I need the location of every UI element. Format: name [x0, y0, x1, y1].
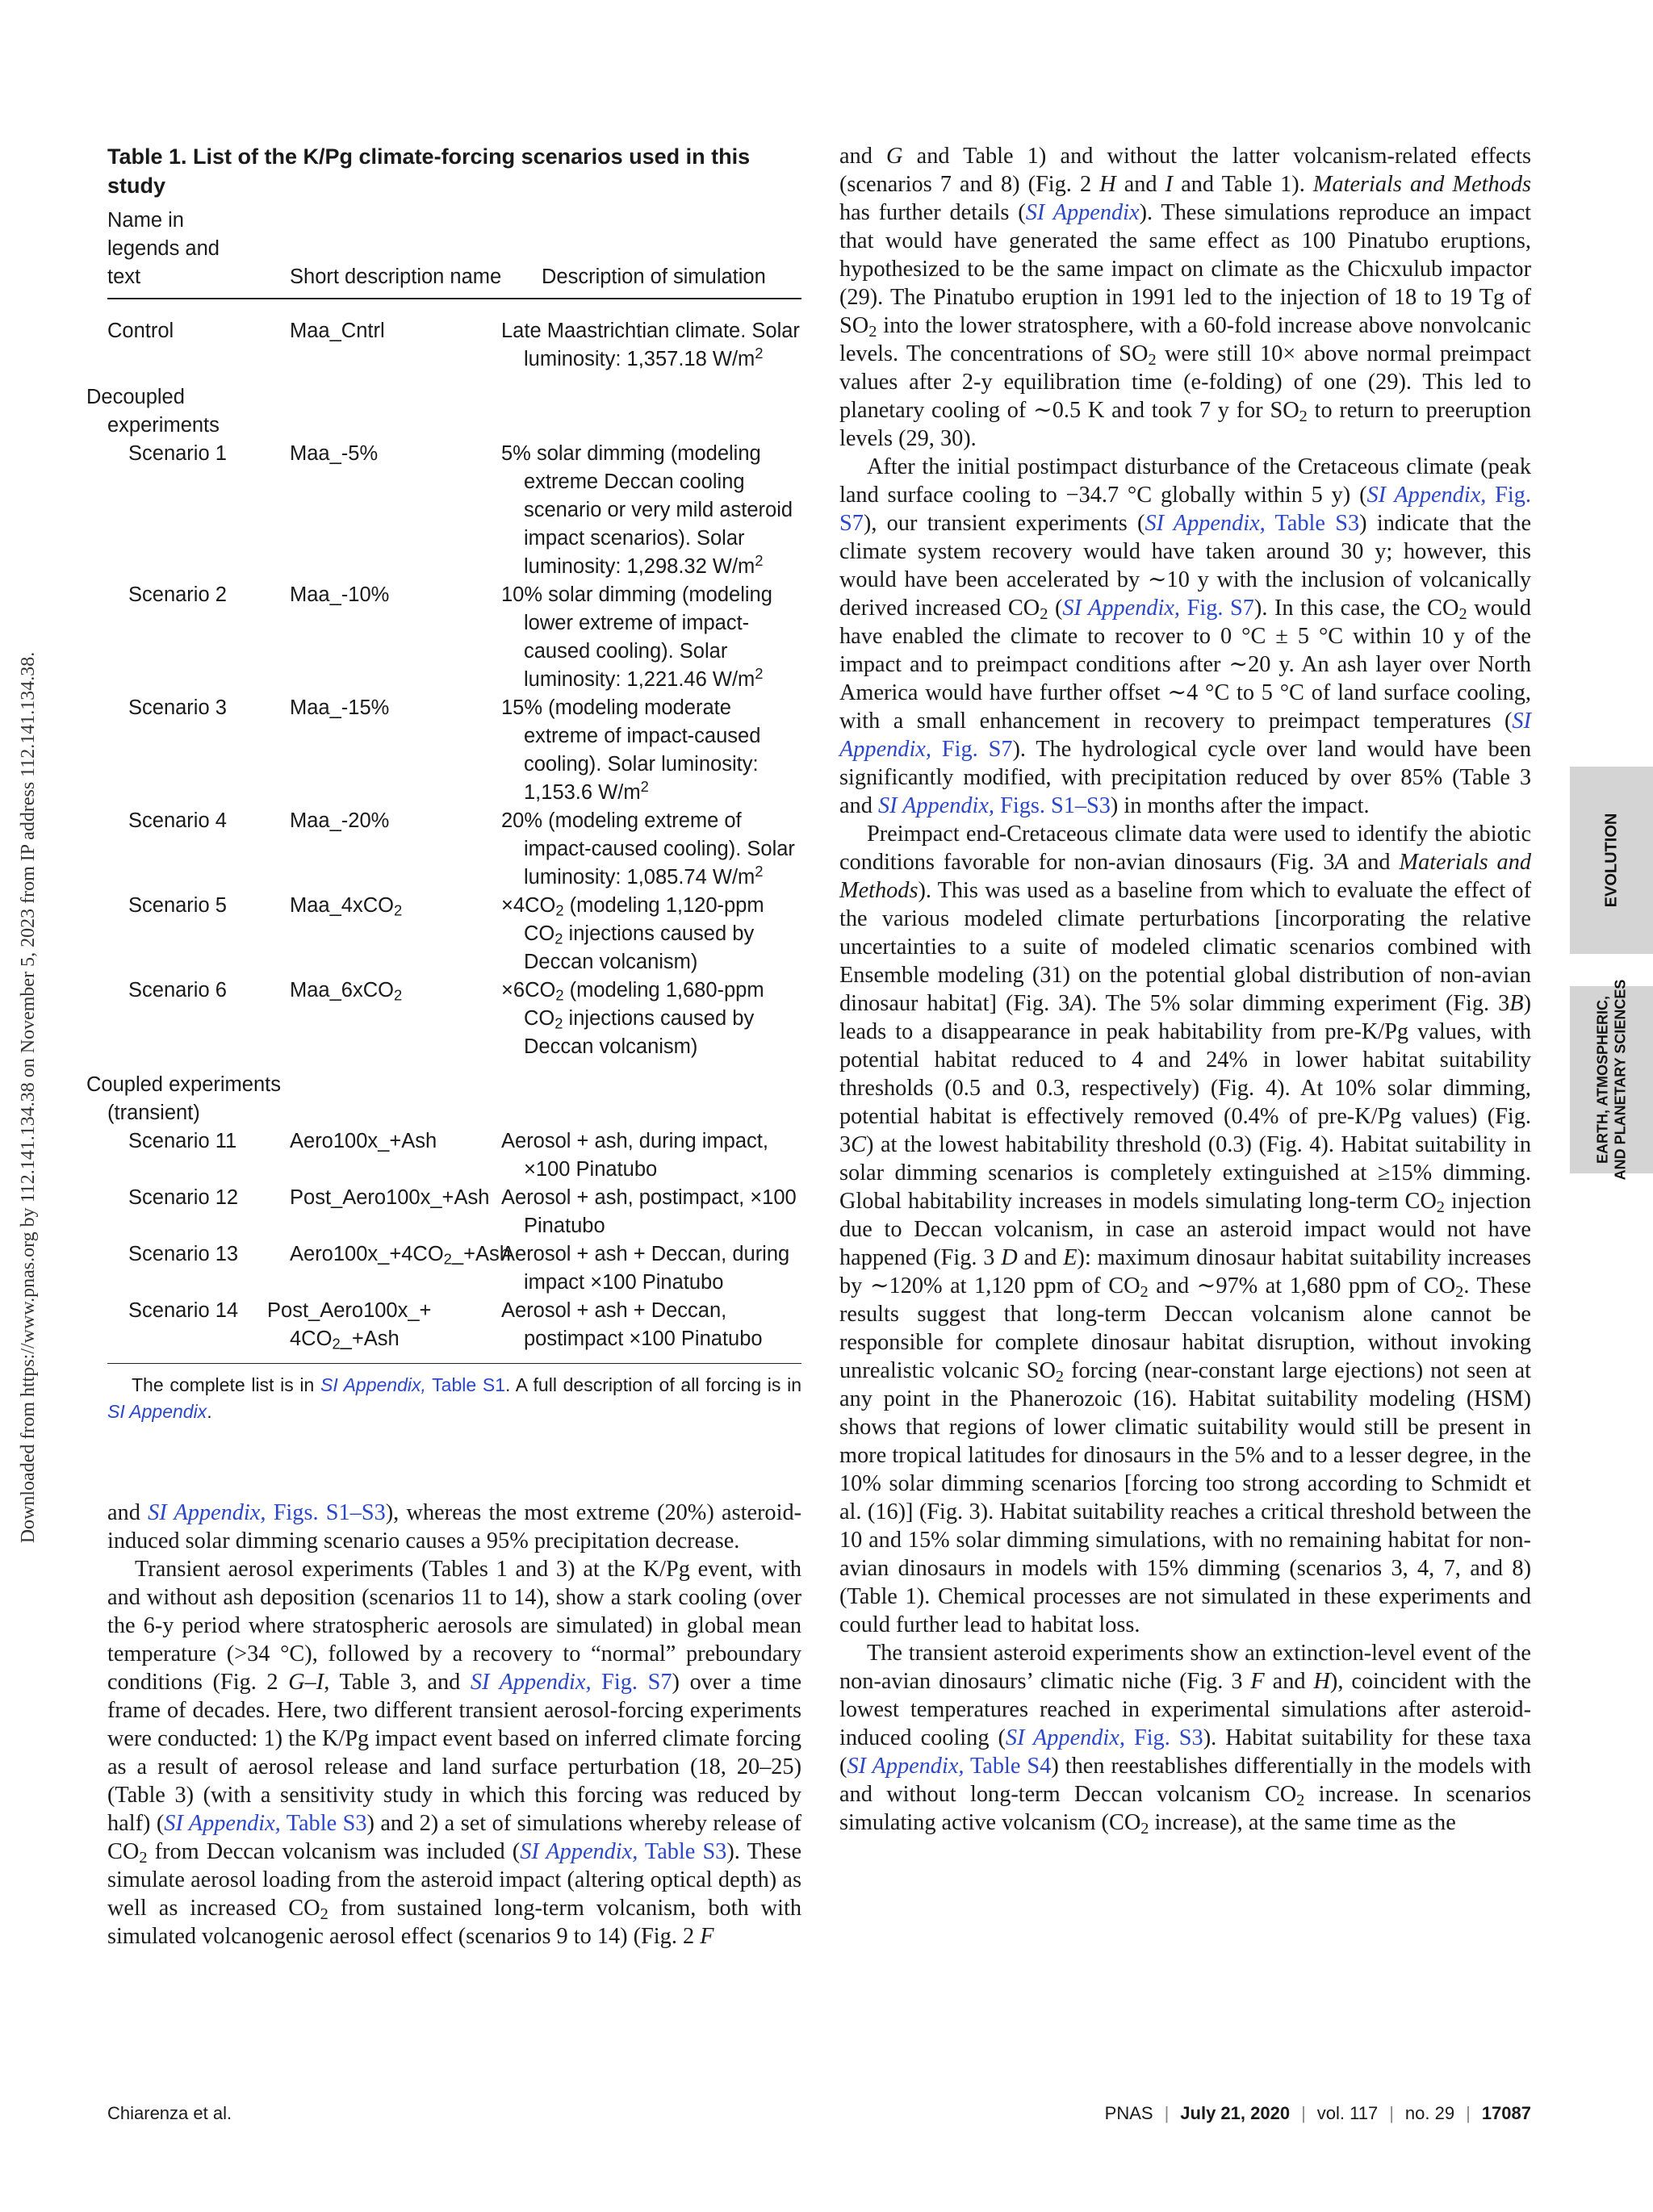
- row-name: Scenario 5: [128, 894, 227, 917]
- row-name: Scenario 1: [128, 442, 227, 465]
- row-desc: [501, 807, 801, 892]
- scenario-table: [86, 207, 801, 1364]
- short-text: Aero100x_+4CO: [290, 1243, 444, 1265]
- table-link[interactable]: Table S3: [280, 1811, 367, 1836]
- tab-earth-planetary-sciences: [1570, 979, 1653, 1181]
- text-run: has further details (: [839, 200, 1026, 225]
- footer-page-number: 17087: [1481, 2103, 1531, 2123]
- text-run: ). In this case, the CO: [1253, 596, 1459, 621]
- si-appendix-link[interactable]: SI Appendix,: [1062, 596, 1180, 621]
- text-run: and: [107, 1500, 149, 1525]
- text-italic: G–I: [288, 1670, 324, 1695]
- row-short: Maa_-5%: [290, 442, 379, 465]
- text-sub: 2: [868, 323, 877, 341]
- footnote-text: The complete list is in: [132, 1374, 321, 1395]
- footnote-text: . A full description of all forcing is in: [504, 1374, 802, 1395]
- short-text: _+Ash: [340, 1328, 400, 1350]
- si-appendix-link[interactable]: SI Appendix,: [1145, 511, 1266, 536]
- desc-text: 20% (modeling extreme of impact-caused cooling). Solar luminosity: 1,085.74 W/m: [501, 809, 795, 889]
- figure-link[interactable]: Fig. S3: [1124, 1725, 1203, 1750]
- row-name: Scenario 2: [128, 583, 227, 606]
- si-appendix-link[interactable]: SI Appendix,: [839, 709, 1531, 762]
- text-run: , Table 3, and: [324, 1670, 471, 1695]
- text-run: . These results suggest that long-term Deccan volcanism alone cannot be responsible for complete dinosaur habitat disruption, without invoking unrealistic volcanic SO: [839, 1273, 1532, 1383]
- group-label: Coupled experiments (transient): [86, 1073, 281, 1124]
- table-1: [86, 142, 802, 1425]
- desc-text: injections caused by Deccan volcanism): [524, 922, 755, 973]
- tab-evolution: [1570, 767, 1653, 954]
- text-italic: H: [1313, 1669, 1330, 1694]
- text-sub: 2: [1436, 1198, 1445, 1217]
- table-row: [107, 299, 801, 374]
- text-run: ). This was used as a baseline from which to evaluate the effect of the various modeled climate perturbations [incorporating the relative uncertainties to a suite of modeled climatic scenarios combined with Ensemble modeling (31) on the potential global distribution of non-avian dinosaur habitat] (Fig. 3: [839, 878, 1531, 1016]
- desc-text: 5% solar dimming (modeling extreme Deccan cooling scenario or very mild asteroid impact scenarios). Solar luminosity: 1,298.32 W/m: [501, 442, 793, 578]
- row-short: [290, 976, 524, 1061]
- si-appendix-link[interactable]: SI Appendix,: [1005, 1725, 1125, 1750]
- text-run: Preimpact end-Cretaceous climate data were used to identify the abiotic conditions favorable for non-avian dinosaurs (Fig. 3: [839, 822, 1531, 875]
- paragraph: [839, 820, 1531, 1639]
- row-short: Maa_Cntrl: [290, 320, 385, 342]
- short-text: _+Ash: [451, 1243, 511, 1265]
- footer-author: Chiarenza et al.: [107, 2103, 232, 2123]
- row-short: [290, 1240, 524, 1297]
- text-italic: F: [700, 1924, 714, 1949]
- text-run: ) indicate that the climate system recovery would have taken around 30 y; however, this would have been accelerated by ∼10 y with the inclusion of volcanically derived increased CO: [839, 511, 1531, 621]
- text-run: ): maximum dinosaur habitat suitability increases by ∼120% at 1,120 ppm of CO: [839, 1245, 1531, 1298]
- text-sub: 2: [1140, 1820, 1149, 1838]
- row-desc: [501, 440, 801, 581]
- paragraph: [839, 453, 1531, 820]
- table-link[interactable]: Table S4: [964, 1754, 1052, 1779]
- text-run: forcing (near-constant large ejections) not seen at any point in the Phanerozoic (16). Habitat suitability modeling (HSM) shows that regions of lower climatic suitability would still be present in more tropical latitudes for dinosaurs in the 5% and to a lesser degree, in the 10% solar dimming scenarios [forcing too strong according to Schmidt et al. (16)] (Fig. 3). Habitat suitability reaches a critical threshold between the 10 and 15% solar dimming simulations, with no remaining habitat for non-avian dinosaurs in models with 15% dimming (scenarios 3, 4, 7, and 8) (Table 1). Chemical processes are not simulated in these experiments and could further lead to habitat loss.: [839, 1358, 1531, 1637]
- text-run: ) then reestablishes differentially in the models with and without long-term Deccan volcanism CO: [839, 1754, 1531, 1807]
- download-side-note: [18, 651, 50, 1544]
- row-desc: Aerosol + ash + Deccan, during impact ×100 Pinatubo: [501, 1243, 790, 1294]
- row-name: Scenario 3: [128, 696, 227, 719]
- text-run: from Deccan volcanism was included (: [147, 1839, 521, 1864]
- text-run: After the initial postimpact disturbance of the Cretaceous climate (peak land surface cooling to −34.7 °C globally within 5 y) (: [839, 454, 1531, 508]
- text-run: ), our transient experiments (: [863, 511, 1145, 536]
- table-row: [107, 976, 801, 1061]
- row-desc: [501, 976, 801, 1061]
- text-italic: F: [1250, 1669, 1265, 1694]
- text-run: would have enabled the climate to recover to 0 °C ± 5 °C within 10 y of the impact and to preimpact conditions after ∼20 y. An ash layer over North America would have further offset ∼4 °C to 5 °C of land surface cooling, with a small enhancement in recovery to preimpact temperatures (: [839, 596, 1532, 734]
- row-name: Scenario 13: [128, 1243, 239, 1265]
- text-run: and: [839, 144, 887, 169]
- row-short: [267, 1297, 524, 1364]
- table-group-row: [107, 374, 801, 440]
- si-appendix-link[interactable]: SI Appendix: [1025, 200, 1140, 225]
- desc-text: ×4CO: [501, 894, 556, 917]
- footnote-text: .: [207, 1401, 212, 1422]
- desc-text: Late Maastrichtian climate. Solar luminosity: 1,357.18 W/m: [501, 320, 800, 370]
- paragraph: [107, 1555, 801, 1951]
- desc-sub: 2: [555, 901, 564, 919]
- si-appendix-link[interactable]: SI Appendix: [107, 1401, 207, 1422]
- si-appendix-link[interactable]: SI Appendix,: [1366, 483, 1487, 508]
- text-run: injection due to Deccan volcanism, in case an asteroid impact would not have happened (Fig. 3: [839, 1189, 1531, 1270]
- tab-earth-line1: EARTH, ATMOSPHERIC,: [1594, 995, 1611, 1165]
- text-run: ). The hydrological cycle over land would have been significantly modified, with precipitation reduced by over 85% (Table 3 and: [839, 737, 1531, 818]
- text-run: Transient aerosol experiments (Tables 1 and 3) at the K/Pg event, with and without ash deposition (scenarios 11 to 14), show a stark cooling (over the 6-y period where stratospheric aerosols are simulated) in global mean temperature (>34 °C), followed by a recovery to “normal” preboundary conditions (Fig. 2: [107, 1557, 801, 1695]
- table-row: [107, 1297, 801, 1364]
- desc-text: 10% solar dimming (modeling lower extreme of impact-caused cooling). Solar luminosity: 1,221.46 W/m: [501, 583, 772, 691]
- paragraph: [839, 142, 1531, 453]
- si-appendix-link[interactable]: SI Appendix,: [520, 1839, 638, 1864]
- text-run: ) and 2) a set of simulations whereby release of CO: [107, 1811, 801, 1864]
- footer-volume: vol. 117: [1316, 2103, 1379, 2123]
- text-run: ) leads to a disappearance in peak habitability from pre-K/Pg values, with potential habitat reduced to 4 and 24% in lower habitat suitability thresholds (0.5 and 0.3, respectively) (Fig. 4). At 10% solar dimming, potential habitat is effectively removed (0.4% of pre-K/Pg values) (Fig. 3: [839, 991, 1531, 1157]
- text-italic: Materials and Methods: [839, 850, 1531, 903]
- desc-text: injections caused by Deccan volcanism): [524, 1007, 755, 1058]
- text-italic: Materials and Methods: [1312, 172, 1531, 197]
- text-italic: B: [1509, 991, 1524, 1016]
- footer-issue: no. 29: [1404, 2103, 1455, 2123]
- footer-date: July 21, 2020: [1180, 2103, 1291, 2123]
- text-run: ). The 5% solar dimming experiment (Fig. 3: [1083, 991, 1510, 1016]
- row-short: Maa_-15%: [290, 696, 390, 719]
- table-row: [107, 581, 801, 694]
- text-italic: E: [1063, 1245, 1078, 1270]
- text-sub: 2: [1455, 1283, 1464, 1302]
- desc-sup: 2: [755, 551, 764, 569]
- row-desc: [501, 892, 801, 976]
- table-footnote: [107, 1372, 801, 1425]
- table-header-row: [107, 207, 801, 299]
- si-appendix-link[interactable]: SI Appendix,: [847, 1754, 965, 1779]
- tab-earth-label: [1594, 980, 1630, 1181]
- text-sub: 2: [1299, 408, 1308, 426]
- text-sub: 2: [139, 1849, 148, 1867]
- text-run: and: [1017, 1245, 1064, 1270]
- text-sub: 2: [1458, 605, 1467, 624]
- figure-link[interactable]: Fig. S7: [931, 737, 1013, 762]
- table-row: [107, 807, 801, 892]
- right-column-text: [839, 142, 1531, 1837]
- si-appendix-link[interactable]: SI Appendix,: [320, 1374, 426, 1395]
- table-group-row: [107, 1061, 801, 1127]
- text-sub: 2: [1055, 1368, 1065, 1386]
- text-run: ) over a time frame of decades. Here, two different transient aerosol-forcing experiments were conducted: 1) the K/Pg impact event based on inferred climate forcing as a result of aerosol release and land surface perturbation (18, 20–25) (Table 3) (with a sensitivity study in which this forcing was reduced by half) (: [107, 1670, 802, 1836]
- figure-link[interactable]: Fig. S7: [1180, 596, 1254, 621]
- row-short: Aero100x_+Ash: [290, 1130, 437, 1152]
- desc-text: (modeling 1,680-ppm CO: [524, 979, 764, 1030]
- row-desc: Aerosol + ash + Deccan, postimpact ×100 Pinatubo: [524, 1297, 801, 1364]
- text-sub: 2: [320, 1905, 329, 1924]
- desc-text: (modeling 1,120-ppm CO: [524, 894, 764, 945]
- short-sub: 2: [332, 1335, 341, 1353]
- row-name: Scenario 6: [128, 979, 227, 1001]
- desc-sup: 2: [640, 777, 649, 795]
- row-short: Maa_-20%: [290, 809, 390, 832]
- left-column-text: [107, 1499, 801, 1951]
- row-name: Scenario 12: [128, 1186, 239, 1209]
- text-run: into the lower stratosphere, with a 60-fold increase above nonvolcanic levels. The concentrations of SO: [839, 313, 1531, 366]
- text-run: from sustained long-term volcanism, both with simulated volcanogenic aerosol effect (scenarios 9 to 14) (Fig. 2: [107, 1896, 801, 1949]
- desc-text: ×6CO: [501, 979, 556, 1001]
- text-italic: D: [1001, 1245, 1018, 1270]
- row-desc: Aerosol + ash, during impact, ×100 Pinatubo: [501, 1130, 768, 1181]
- text-run: increase), at the same time as the: [1149, 1810, 1456, 1835]
- text-run: ), coincident with the lowest temperatures reached in experimental simulations after asteroid-induced cooling (: [839, 1669, 1531, 1750]
- desc-sub: 2: [555, 986, 564, 1004]
- row-desc: [501, 694, 801, 807]
- text-run: ). Habitat suitability for these taxa (: [839, 1725, 1532, 1779]
- table-row: [107, 892, 801, 976]
- si-appendix-link[interactable]: SI Appendix,: [164, 1811, 281, 1836]
- desc-text: 15% (modeling moderate extreme of impact-caused cooling). Solar luminosity: 1,153.6 W/m: [501, 696, 761, 804]
- figure-link[interactable]: Figs. S1–S3: [266, 1500, 386, 1525]
- table-row: [107, 440, 801, 581]
- footer-citation: PNAS | July 21, 2020 | vol. 117 | no. 29 | 17087: [1104, 2103, 1531, 2123]
- si-appendix-link[interactable]: SI Appendix,: [877, 793, 995, 818]
- desc-sup: 2: [755, 664, 764, 682]
- text-run: and: [1115, 172, 1165, 197]
- figure-link[interactable]: Figs. S1–S3: [994, 793, 1111, 818]
- text-sub: 2: [1140, 1283, 1149, 1302]
- row-short: Maa_-10%: [290, 583, 390, 606]
- header-short: Short description name: [290, 207, 524, 299]
- row-name: Scenario 11: [128, 1130, 237, 1152]
- desc-sup: 2: [755, 862, 764, 880]
- paragraph: [839, 1639, 1531, 1837]
- table-link[interactable]: Table S3: [1265, 511, 1360, 536]
- tab-earth-line2: AND PLANETARY SCIENCES: [1612, 979, 1629, 1181]
- text-run: ). These simulate aerosol loading from the asteroid impact (altering optical depth) as well as increased CO: [107, 1839, 802, 1921]
- text-italic: H: [1099, 172, 1116, 197]
- figure-link[interactable]: Fig. S7: [591, 1670, 672, 1695]
- short-sub: 2: [443, 1250, 452, 1268]
- download-note-text: Downloaded from https://www.pnas.org by 112.141.134.38 on November 5, 2023 from IP address 112.141.134.38.: [18, 651, 39, 1544]
- text-sub: 2: [1296, 1792, 1305, 1810]
- text-run: ) at the lowest habitability threshold (0.3) (Fig. 4). Habitat suitability in solar dimming scenarios is completely extinguished at ≥15% dimming. Global habitability increases in models simulating long-term CO: [839, 1132, 1531, 1214]
- table-row: [107, 694, 801, 807]
- short-sub: 2: [393, 901, 403, 919]
- table-link[interactable]: Table S3: [638, 1839, 727, 1864]
- row-desc: Aerosol + ash, postimpact, ×100 Pinatubo: [501, 1186, 797, 1237]
- text-italic: I: [1165, 172, 1174, 197]
- table-row: [107, 1184, 801, 1240]
- row-name: Control: [107, 320, 174, 342]
- si-appendix-link[interactable]: SI Appendix,: [470, 1670, 592, 1695]
- header-name: Name in legends and text: [107, 207, 290, 299]
- figure-link[interactable]: Fig. S7: [839, 483, 1531, 536]
- row-name: Scenario 14: [107, 1297, 290, 1364]
- footer-journal: PNAS: [1104, 2103, 1153, 2123]
- group-label: Decoupled experiments: [86, 386, 220, 437]
- short-text: Maa_4xCO: [290, 894, 394, 917]
- text-italic: C: [851, 1132, 867, 1157]
- text-run: were still 10× above normal preimpact values after 2-y equilibration time (e-folding) of one (29). This led to planetary cooling of ∼0.5 K and took 7 y for SO: [839, 341, 1531, 423]
- text-run: ) in months after the impact.: [1110, 793, 1370, 818]
- paragraph: [107, 1499, 801, 1555]
- row-name: Scenario 4: [128, 809, 227, 832]
- table-row: [107, 1127, 801, 1184]
- text-run: and: [1348, 850, 1400, 875]
- text-run: to return to preeruption levels (29, 30).: [839, 398, 1531, 451]
- table-row: [107, 1240, 801, 1297]
- text-sub: 2: [1040, 605, 1048, 624]
- text-run: (: [1048, 596, 1063, 621]
- row-desc: [501, 581, 801, 694]
- table-title: Table 1. List of the K/Pg climate-forcing scenarios used in this study: [107, 144, 751, 198]
- si-appendix-link[interactable]: SI Appendix,: [148, 1500, 266, 1525]
- text-run: The transient asteroid experiments show an extinction-level event of the non-avian dinosaurs’ climatic niche (Fig. 3: [839, 1641, 1531, 1694]
- text-run: ). These simulations reproduce an impact that would have generated the same effect as 100 Pinatubo eruptions, hypothesized to be the same impact on climate as the Chicxulub impactor (29). The Pinatubo eruption in 1991 led to the injection of 18 to 19 Tg of SO: [839, 200, 1531, 338]
- text-sub: 2: [1148, 351, 1157, 370]
- text-run: increase. In scenarios simulating active volcanism (CO: [839, 1782, 1531, 1835]
- text-run: ), whereas the most extreme (20%) asteroid-induced solar dimming scenario causes a 95% precipitation decrease.: [107, 1500, 802, 1553]
- row-desc: [501, 299, 801, 374]
- desc-sub: 2: [554, 930, 563, 947]
- short-text: Maa_6xCO: [290, 979, 394, 1001]
- short-text: 4CO: [290, 1328, 333, 1350]
- desc-sub: 2: [554, 1014, 563, 1032]
- short-text: Post_Aero100x_+: [267, 1299, 432, 1322]
- row-short: [290, 892, 524, 976]
- desc-sup: 2: [755, 344, 764, 362]
- text-run: and Table 1) and without the latter volcanism-related effects (scenarios 7 and 8) (Fig. 2: [839, 144, 1531, 197]
- text-run: and ∼97% at 1,680 ppm of CO: [1148, 1273, 1456, 1298]
- tab-evolution-label: EVOLUTION: [1602, 813, 1621, 908]
- row-short: Post_Aero100x_+Ash: [290, 1186, 490, 1209]
- text-run: and: [1264, 1669, 1314, 1694]
- text-run: and Table 1).: [1173, 172, 1313, 197]
- text-italic: G: [886, 144, 903, 169]
- text-italic: A: [1069, 991, 1084, 1016]
- text-italic: A: [1334, 850, 1349, 875]
- short-sub: 2: [393, 986, 403, 1004]
- header-description: Description of simulation: [524, 207, 801, 299]
- table-s1-link[interactable]: Table S1: [425, 1374, 505, 1395]
